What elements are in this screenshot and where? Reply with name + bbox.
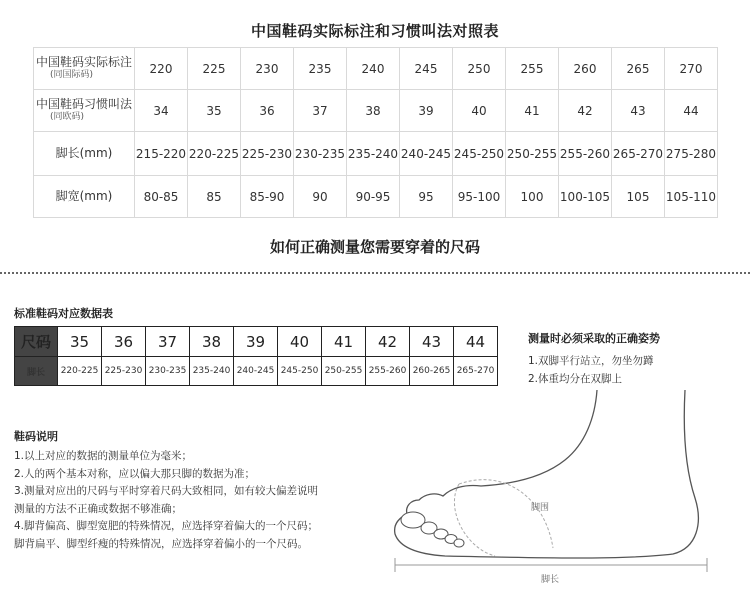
notes-list — [14, 448, 318, 553]
row-label: 脚长(mm) — [34, 132, 135, 176]
table-cell: 90 — [294, 176, 347, 218]
table-cell: 100-105 — [559, 176, 612, 218]
table-cell: 255 — [506, 48, 559, 90]
table-cell: 220 — [135, 48, 188, 90]
posture-item: 1.双脚平行站立，勿坐勿蹲 — [528, 355, 654, 367]
table-cell: 225-230 — [241, 132, 294, 176]
table-cell: 34 — [135, 90, 188, 132]
table-cell: 250-255 — [506, 132, 559, 176]
size-cell: 37 — [146, 327, 190, 357]
size-cell: 42 — [366, 327, 410, 357]
table-cell: 250 — [453, 48, 506, 90]
length-cell: 245-250 — [278, 357, 322, 386]
length-cell: 250-255 — [322, 357, 366, 386]
table-cell: 95 — [400, 176, 453, 218]
table-cell: 215-220 — [135, 132, 188, 176]
note-line: 3.测量对应出的尺码与平时穿着尺码大致相同，如有较大偏差说明 — [14, 485, 319, 497]
table-cell: 35 — [188, 90, 241, 132]
table-cell: 265 — [612, 48, 665, 90]
size-cell: 44 — [454, 327, 498, 357]
girth-label: 脚围 — [531, 503, 550, 513]
size-cell: 38 — [190, 327, 234, 357]
size-chart-title: 中国鞋码实际标注和习惯叫法对照表 — [250, 22, 499, 40]
size-cell: 43 — [410, 327, 454, 357]
table-cell: 105 — [612, 176, 665, 218]
length-label: 脚长 — [541, 575, 560, 585]
size-cell: 41 — [322, 327, 366, 357]
table-cell: 39 — [400, 90, 453, 132]
note-line: 4.脚背偏高、脚型宽肥的特殊情况，应选择穿着偏大的一个尺码； — [14, 520, 319, 532]
size-header: 尺码 — [15, 327, 58, 357]
table-row — [34, 176, 718, 218]
length-cell: 235-240 — [190, 357, 234, 386]
table-cell: 38 — [347, 90, 400, 132]
table-cell: 245 — [400, 48, 453, 90]
table-cell: 36 — [241, 90, 294, 132]
posture-title: 测量时必须采取的正确姿势 — [528, 332, 660, 345]
table-cell: 40 — [453, 90, 506, 132]
table-cell: 37 — [294, 90, 347, 132]
table-cell: 270 — [665, 48, 718, 90]
length-cell: 225-230 — [102, 357, 146, 386]
measure-title: 如何正确测量您需要穿着的尺码 — [269, 238, 480, 256]
table-cell: 260 — [559, 48, 612, 90]
table-cell: 265-270 — [612, 132, 665, 176]
table-row — [34, 90, 718, 132]
table-cell: 85 — [188, 176, 241, 218]
standard-size-table — [14, 326, 498, 386]
foot-diagram — [385, 388, 725, 588]
notes-title: 鞋码说明 — [14, 430, 58, 443]
length-cell: 220-225 — [58, 357, 102, 386]
length-cell: 255-260 — [366, 357, 410, 386]
table-cell: 44 — [665, 90, 718, 132]
note-line: 1.以上对应的数据的测量单位为毫米； — [14, 450, 193, 462]
note-line: 2.人的两个基本对称，应以偏大那只脚的数据为准； — [14, 467, 256, 480]
table-cell: 255-260 — [559, 132, 612, 176]
table-cell: 100 — [506, 176, 559, 218]
table-row — [34, 132, 718, 176]
length-cell: 240-245 — [234, 357, 278, 386]
table-cell: 95-100 — [453, 176, 506, 218]
size-comparison-table — [33, 47, 718, 218]
table-cell: 220-225 — [188, 132, 241, 176]
table-cell: 235-240 — [347, 132, 400, 176]
table-row — [34, 48, 718, 90]
table-cell: 225 — [188, 48, 241, 90]
length-cell: 260-265 — [410, 357, 454, 386]
table-cell: 230 — [241, 48, 294, 90]
table-cell: 90-95 — [347, 176, 400, 218]
posture-item: 2.体重均分在双脚上 — [528, 373, 623, 385]
dotted-divider — [0, 272, 750, 274]
table-cell: 230-235 — [294, 132, 347, 176]
table-cell: 275-280 — [665, 132, 718, 176]
table-cell: 240 — [347, 48, 400, 90]
posture-section — [528, 330, 660, 388]
table-cell: 80-85 — [135, 176, 188, 218]
table-cell: 43 — [612, 90, 665, 132]
row-label: 中国鞋码习惯叫法 (同欧码) — [34, 90, 135, 132]
row-label: 中国鞋码实际标注 (同国际码) — [34, 48, 135, 90]
length-cell: 230-235 — [146, 357, 190, 386]
length-header: 脚长 — [15, 357, 58, 386]
table-cell: 235 — [294, 48, 347, 90]
table-cell: 105-110 — [665, 176, 718, 218]
table-cell: 42 — [559, 90, 612, 132]
table-cell: 245-250 — [453, 132, 506, 176]
note-line: 脚背扁平、脚型纤瘦的特殊情况，应选择穿着偏小的一个尺码。 — [14, 537, 308, 550]
length-cell: 265-270 — [454, 357, 498, 386]
note-line: 测量的方法不正确或数据不够准确； — [14, 502, 182, 515]
table-cell: 41 — [506, 90, 559, 132]
table-cell: 240-245 — [400, 132, 453, 176]
size-cell: 40 — [278, 327, 322, 357]
size-cell: 36 — [102, 327, 146, 357]
size-cell: 39 — [234, 327, 278, 357]
row-label: 脚宽(mm) — [34, 176, 135, 218]
table-cell: 85-90 — [241, 176, 294, 218]
std-table-title: 标准鞋码对应数据表 — [14, 307, 113, 320]
size-cell: 35 — [58, 327, 102, 357]
